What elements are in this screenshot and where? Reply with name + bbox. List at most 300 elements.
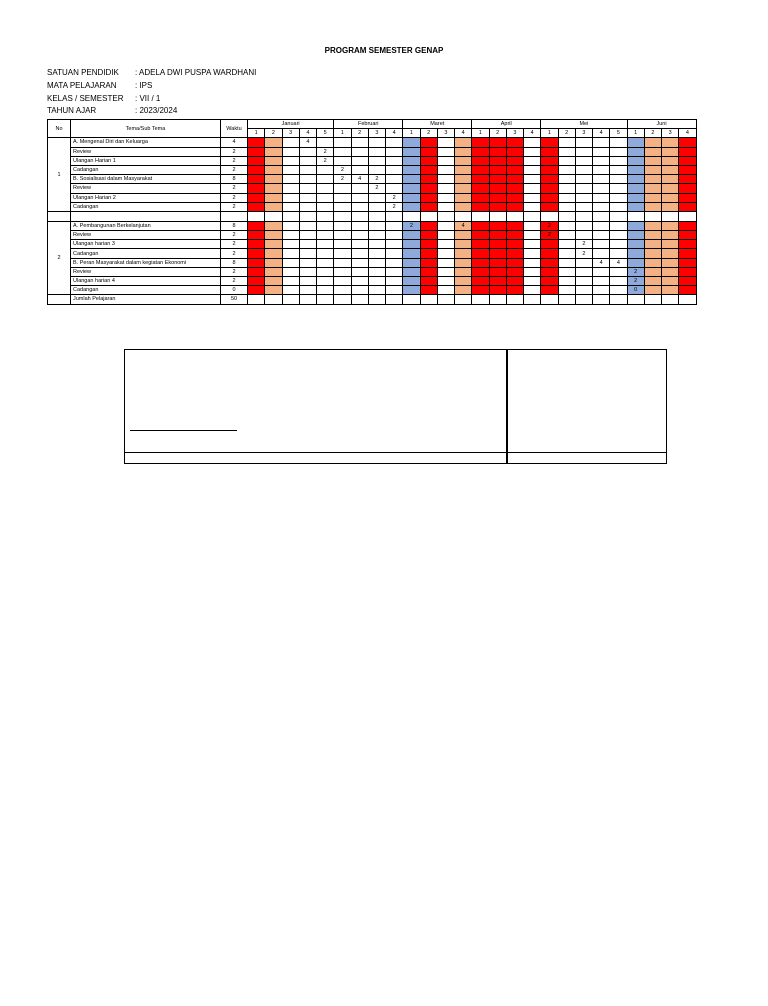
week-cell <box>644 175 661 184</box>
week-cell <box>455 267 472 276</box>
week-cell <box>248 147 265 156</box>
week-cell <box>403 184 420 193</box>
week-cell <box>627 184 644 193</box>
week-cell <box>403 286 420 295</box>
week-cell <box>489 240 506 249</box>
week-cell <box>593 175 610 184</box>
week-header: 2 <box>558 129 575 138</box>
week-cell <box>506 258 523 267</box>
week-cell <box>248 184 265 193</box>
week-cell <box>575 156 592 165</box>
week-cell <box>558 267 575 276</box>
week-cell <box>403 138 420 147</box>
week-header: 5 <box>317 129 334 138</box>
week-header: 4 <box>524 129 541 138</box>
week-cell <box>679 165 696 174</box>
week-cell <box>265 156 282 165</box>
week-cell <box>610 184 627 193</box>
week-cell <box>610 147 627 156</box>
month-header: Februari <box>334 120 403 129</box>
week-cell <box>506 267 523 276</box>
row-waktu: 2 <box>221 184 248 193</box>
week-header: 3 <box>282 129 299 138</box>
week-cell <box>386 184 403 193</box>
week-cell <box>282 156 299 165</box>
week-cell <box>541 286 558 295</box>
week-cell <box>334 138 351 147</box>
week-cell <box>662 286 679 295</box>
week-cell <box>420 184 437 193</box>
week-cell <box>679 156 696 165</box>
gap-cell <box>221 211 248 221</box>
week-header: 3 <box>368 129 385 138</box>
week-cell <box>265 240 282 249</box>
week-cell <box>351 193 368 202</box>
week-cell <box>420 138 437 147</box>
week-cell <box>317 267 334 276</box>
table-row <box>48 138 697 147</box>
week-cell <box>455 277 472 286</box>
signature-box-left <box>124 349 508 453</box>
row-tema: Cadangan <box>71 286 221 295</box>
week-cell <box>489 249 506 258</box>
week-cell: 2 <box>627 267 644 276</box>
week-cell <box>282 295 299 304</box>
week-cell <box>506 175 523 184</box>
week-cell <box>265 193 282 202</box>
table-row <box>48 240 697 249</box>
week-cell <box>386 249 403 258</box>
week-cell <box>472 277 489 286</box>
row-waktu: 2 <box>221 147 248 156</box>
week-cell <box>627 165 644 174</box>
week-cell <box>368 221 385 230</box>
week-cell <box>299 147 316 156</box>
gap-cell <box>472 211 489 221</box>
week-cell <box>679 184 696 193</box>
week-cell <box>662 202 679 211</box>
week-cell <box>248 193 265 202</box>
schedule-table <box>47 119 697 305</box>
table-row <box>48 156 697 165</box>
week-cell <box>575 175 592 184</box>
week-cell <box>334 286 351 295</box>
week-cell <box>506 286 523 295</box>
week-cell <box>420 249 437 258</box>
gap-cell <box>265 211 282 221</box>
gap-cell <box>524 211 541 221</box>
week-cell <box>437 175 454 184</box>
week-cell <box>317 258 334 267</box>
week-cell: 2 <box>368 184 385 193</box>
week-cell <box>662 138 679 147</box>
row-tema: Review <box>71 147 221 156</box>
week-cell <box>299 221 316 230</box>
week-cell <box>248 240 265 249</box>
week-cell <box>506 249 523 258</box>
week-cell <box>662 231 679 240</box>
week-cell <box>593 184 610 193</box>
week-cell <box>437 156 454 165</box>
week-cell <box>420 286 437 295</box>
signature-footer-right <box>506 452 667 464</box>
week-cell <box>472 184 489 193</box>
week-cell <box>489 202 506 211</box>
week-cell <box>368 240 385 249</box>
info-label: SATUAN PENDIDIK <box>47 68 119 77</box>
week-cell <box>506 202 523 211</box>
week-cell <box>351 240 368 249</box>
week-cell <box>351 202 368 211</box>
week-cell <box>265 221 282 230</box>
week-cell <box>644 184 661 193</box>
week-cell <box>575 295 592 304</box>
week-cell <box>524 193 541 202</box>
row-tema: Review <box>71 231 221 240</box>
week-cell <box>679 138 696 147</box>
week-cell <box>317 277 334 286</box>
row-tema: Cadangan <box>71 202 221 211</box>
week-cell <box>506 184 523 193</box>
week-cell <box>317 175 334 184</box>
month-header: April <box>472 120 541 129</box>
week-cell <box>575 231 592 240</box>
week-cell <box>610 249 627 258</box>
total-waktu: 50 <box>221 295 248 304</box>
week-cell <box>265 175 282 184</box>
gap-cell <box>386 211 403 221</box>
gap-cell <box>420 211 437 221</box>
week-cell: 2 <box>334 165 351 174</box>
week-cell <box>386 286 403 295</box>
table-row <box>48 267 697 276</box>
week-cell <box>317 138 334 147</box>
week-cell <box>575 286 592 295</box>
week-cell <box>368 267 385 276</box>
week-cell <box>420 231 437 240</box>
week-header: 4 <box>386 129 403 138</box>
gap-cell <box>334 211 351 221</box>
week-cell <box>593 231 610 240</box>
week-cell <box>282 175 299 184</box>
week-cell <box>403 147 420 156</box>
week-cell <box>506 156 523 165</box>
gap-cell <box>248 211 265 221</box>
week-cell <box>299 175 316 184</box>
week-cell <box>593 138 610 147</box>
week-cell <box>662 249 679 258</box>
week-cell <box>386 221 403 230</box>
week-cell: 2 <box>317 147 334 156</box>
week-cell <box>265 138 282 147</box>
gap-cell <box>575 211 592 221</box>
week-cell <box>317 202 334 211</box>
week-cell <box>524 156 541 165</box>
week-cell <box>644 295 661 304</box>
week-cell <box>489 231 506 240</box>
week-cell <box>644 193 661 202</box>
week-cell <box>524 249 541 258</box>
week-cell <box>506 231 523 240</box>
week-cell <box>627 193 644 202</box>
week-cell <box>610 286 627 295</box>
week-cell <box>420 258 437 267</box>
week-cell <box>248 249 265 258</box>
row-waktu: 2 <box>221 240 248 249</box>
week-cell <box>679 231 696 240</box>
week-cell: 0 <box>627 286 644 295</box>
week-cell <box>299 295 316 304</box>
week-cell <box>403 240 420 249</box>
week-cell <box>282 221 299 230</box>
week-cell <box>610 193 627 202</box>
row-waktu: 8 <box>221 221 248 230</box>
row-waktu: 2 <box>221 277 248 286</box>
week-cell <box>644 240 661 249</box>
week-cell <box>627 249 644 258</box>
week-cell <box>679 193 696 202</box>
week-cell <box>558 249 575 258</box>
week-header: 4 <box>679 129 696 138</box>
week-cell <box>644 258 661 267</box>
gap-cell <box>299 211 316 221</box>
week-cell <box>299 240 316 249</box>
gap-cell <box>368 211 385 221</box>
week-cell <box>455 193 472 202</box>
week-cell <box>403 175 420 184</box>
week-cell <box>265 258 282 267</box>
week-cell <box>386 147 403 156</box>
week-cell <box>403 249 420 258</box>
week-cell <box>679 295 696 304</box>
week-cell <box>593 156 610 165</box>
week-cell <box>524 184 541 193</box>
week-cell: 2 <box>541 231 558 240</box>
week-cell <box>317 286 334 295</box>
gap-cell <box>541 211 558 221</box>
gap-cell <box>679 211 696 221</box>
gap-cell <box>403 211 420 221</box>
document-title: PROGRAM SEMESTER GENAP <box>324 46 444 55</box>
week-cell <box>627 258 644 267</box>
week-cell <box>455 184 472 193</box>
row-waktu: 0 <box>221 286 248 295</box>
week-cell <box>558 240 575 249</box>
week-cell <box>558 277 575 286</box>
week-cell <box>558 156 575 165</box>
week-cell <box>627 221 644 230</box>
week-cell <box>334 240 351 249</box>
week-cell <box>627 240 644 249</box>
week-cell <box>265 231 282 240</box>
week-cell <box>472 240 489 249</box>
week-cell <box>317 240 334 249</box>
week-cell <box>679 175 696 184</box>
week-cell <box>662 267 679 276</box>
row-waktu: 2 <box>221 165 248 174</box>
week-header: 3 <box>506 129 523 138</box>
week-cell <box>248 175 265 184</box>
week-cell <box>558 165 575 174</box>
week-cell <box>368 138 385 147</box>
week-cell <box>299 202 316 211</box>
week-cell <box>627 138 644 147</box>
week-cell <box>489 221 506 230</box>
week-cell <box>524 202 541 211</box>
week-cell <box>437 202 454 211</box>
week-cell <box>472 202 489 211</box>
week-cell <box>420 240 437 249</box>
group-gap <box>48 211 697 221</box>
week-cell <box>506 147 523 156</box>
week-cell <box>472 175 489 184</box>
week-cell <box>472 249 489 258</box>
week-cell <box>610 267 627 276</box>
table-row <box>48 277 697 286</box>
week-cell <box>282 240 299 249</box>
week-cell <box>282 249 299 258</box>
week-cell <box>472 156 489 165</box>
week-cell <box>593 240 610 249</box>
week-cell <box>437 249 454 258</box>
week-header: 2 <box>644 129 661 138</box>
week-cell <box>437 184 454 193</box>
week-cell <box>506 295 523 304</box>
week-cell <box>351 156 368 165</box>
week-cell <box>368 193 385 202</box>
week-cell <box>248 286 265 295</box>
week-cell <box>575 277 592 286</box>
week-cell <box>282 184 299 193</box>
week-cell <box>593 165 610 174</box>
week-cell <box>265 184 282 193</box>
week-cell <box>575 147 592 156</box>
signature-box-right <box>506 349 667 453</box>
week-cell <box>334 184 351 193</box>
gap-cell <box>71 211 221 221</box>
info-label: KELAS / SEMESTER <box>47 94 124 103</box>
week-cell <box>420 277 437 286</box>
week-cell <box>575 165 592 174</box>
week-cell <box>541 267 558 276</box>
week-cell <box>455 286 472 295</box>
signature-area <box>124 349 667 463</box>
week-header: 1 <box>334 129 351 138</box>
week-cell <box>593 221 610 230</box>
week-cell <box>265 249 282 258</box>
week-cell <box>506 193 523 202</box>
week-cell <box>489 295 506 304</box>
week-cell <box>541 138 558 147</box>
week-cell <box>455 156 472 165</box>
week-cell <box>627 202 644 211</box>
week-cell <box>351 184 368 193</box>
gap-cell <box>282 211 299 221</box>
row-waktu: 2 <box>221 202 248 211</box>
row-waktu: 8 <box>221 258 248 267</box>
week-cell <box>472 286 489 295</box>
week-header: 1 <box>403 129 420 138</box>
week-cell <box>610 138 627 147</box>
week-cell <box>299 258 316 267</box>
table-row <box>48 184 697 193</box>
row-tema: B. Peran Masyarakat dalam kegiatan Ekonomi <box>71 258 221 267</box>
week-cell <box>472 221 489 230</box>
week-cell <box>386 295 403 304</box>
row-waktu: 2 <box>221 193 248 202</box>
week-cell <box>644 221 661 230</box>
week-cell <box>351 286 368 295</box>
week-cell <box>248 138 265 147</box>
week-cell <box>455 175 472 184</box>
row-tema: Review <box>71 267 221 276</box>
week-header: 5 <box>610 129 627 138</box>
week-header: 2 <box>420 129 437 138</box>
week-cell <box>558 295 575 304</box>
week-cell <box>282 231 299 240</box>
header-waktu: Waktu <box>221 120 248 138</box>
gap-cell <box>593 211 610 221</box>
week-cell <box>506 138 523 147</box>
table-row <box>48 286 697 295</box>
week-cell <box>334 277 351 286</box>
week-cell <box>593 295 610 304</box>
week-cell <box>351 267 368 276</box>
gap-cell <box>437 211 454 221</box>
week-cell <box>644 231 661 240</box>
week-cell <box>317 184 334 193</box>
row-number: 1 <box>48 138 71 212</box>
table-row <box>48 175 697 184</box>
week-cell <box>627 175 644 184</box>
week-cell <box>662 240 679 249</box>
week-cell <box>524 175 541 184</box>
week-cell <box>317 249 334 258</box>
week-cell <box>437 295 454 304</box>
week-cell <box>679 277 696 286</box>
week-cell <box>455 147 472 156</box>
week-cell: 4 <box>455 221 472 230</box>
week-cell <box>420 175 437 184</box>
week-cell: 2 <box>575 240 592 249</box>
week-cell <box>455 249 472 258</box>
week-cell <box>334 221 351 230</box>
week-cell <box>541 193 558 202</box>
week-cell <box>472 258 489 267</box>
week-cell <box>489 277 506 286</box>
week-cell <box>644 138 661 147</box>
week-header: 1 <box>541 129 558 138</box>
week-cell <box>662 295 679 304</box>
week-header: 4 <box>455 129 472 138</box>
week-cell <box>282 258 299 267</box>
week-cell <box>265 202 282 211</box>
week-cell <box>558 231 575 240</box>
week-cell <box>265 277 282 286</box>
signature-line <box>130 430 237 431</box>
week-cell <box>403 193 420 202</box>
week-cell <box>610 175 627 184</box>
week-cell <box>368 277 385 286</box>
week-cell <box>524 267 541 276</box>
week-cell <box>575 258 592 267</box>
week-cell <box>593 147 610 156</box>
month-header: Mei <box>541 120 627 129</box>
week-cell <box>472 295 489 304</box>
week-cell <box>437 138 454 147</box>
week-cell <box>265 286 282 295</box>
week-cell <box>299 156 316 165</box>
